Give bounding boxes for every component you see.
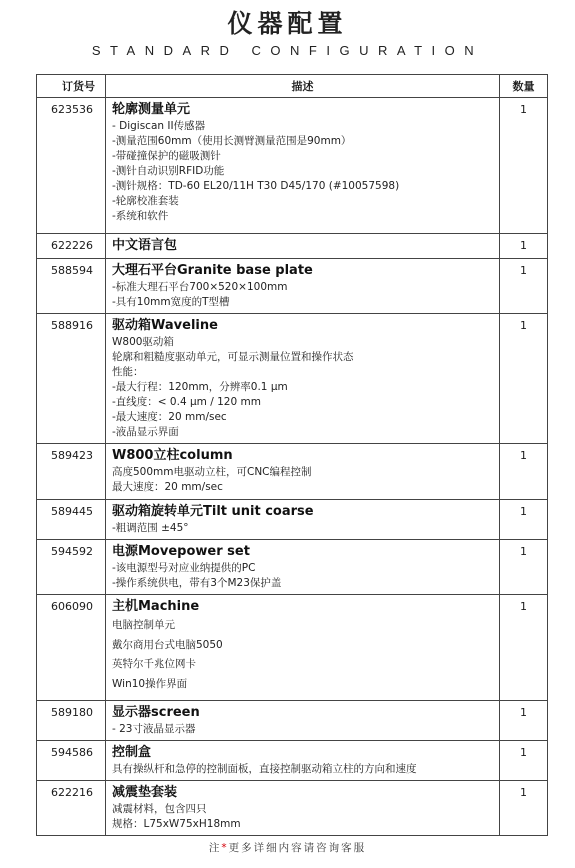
item-detail-line: -系统和软件 <box>112 210 169 222</box>
table-row <box>37 701 548 741</box>
quantity: 1 <box>500 259 548 314</box>
table-header-row <box>37 75 548 98</box>
item-detail-line: -粗调范围 ±45° <box>112 522 189 534</box>
order-number: 606090 <box>37 595 106 701</box>
item-detail-line: -操作系统供电，带有3个M23保护盖 <box>112 577 282 589</box>
table-row <box>37 259 548 314</box>
item-detail-line: -具有10mm宽度的T型槽 <box>112 296 230 308</box>
item-detail-line: -测量范围60mm（使用长测臂测量范围是90mm） <box>112 135 352 147</box>
table-row <box>37 500 548 540</box>
table-row <box>37 234 548 259</box>
item-detail-line: -标准大理石平台700×520×100mm <box>112 281 288 293</box>
item-name: 减震垫套装 <box>112 785 178 800</box>
table-row <box>37 98 548 234</box>
table-body <box>37 98 548 836</box>
table-row <box>37 314 548 444</box>
column-header-code: 订货号 <box>37 75 106 98</box>
item-description <box>106 259 500 314</box>
quantity: 1 <box>500 314 548 444</box>
order-number: 589423 <box>37 444 106 500</box>
item-name: 驱动箱旋转单元Tilt unit coarse <box>112 504 314 519</box>
order-number: 589445 <box>37 500 106 540</box>
item-detail-line: 轮廓和粗糙度驱动单元，可显示测量位置和操作状态 <box>112 351 354 363</box>
note-prefix: 注 <box>208 842 222 854</box>
table-row <box>37 540 548 595</box>
item-detail-line: 高度500mm电驱动立柱，可CNC编程控制 <box>112 466 312 478</box>
order-number: 588594 <box>37 259 106 314</box>
note-text: 更多详细内容请咨询客服 <box>228 842 367 854</box>
item-name: 主机Machine <box>112 599 200 614</box>
item-detail-line: -最大速度：20 mm/sec <box>112 411 227 423</box>
table-row <box>37 595 548 701</box>
item-detail-line: 具有操纵杆和急停的控制面板，直接控制驱动箱立柱的方向和速度 <box>112 763 417 775</box>
page-title: 仪器配置 <box>227 9 348 38</box>
column-header-description: 描述 <box>106 75 500 98</box>
item-detail-line: -测针规格：TD-60 EL20/11H T30 D45/170 (#10057598) <box>112 180 400 192</box>
order-number: 622226 <box>37 234 106 259</box>
item-detail-line: -测针自动识别RFID功能 <box>112 165 225 177</box>
item-description <box>106 595 500 701</box>
item-detail-line: - 23寸液晶显示器 <box>112 723 196 735</box>
item-detail-line: 性能： <box>112 366 144 378</box>
item-description <box>106 500 500 540</box>
item-description <box>106 314 500 444</box>
item-detail-line: 减震材料，包含四只 <box>112 803 207 815</box>
quantity: 1 <box>500 701 548 741</box>
order-number: 594586 <box>37 741 106 781</box>
item-detail-line: 戴尔商用台式电脑5050 <box>112 638 223 651</box>
order-number: 588916 <box>37 314 106 444</box>
item-detail-line: -轮廓校准套装 <box>112 195 179 207</box>
quantity: 1 <box>500 741 548 781</box>
quantity: 1 <box>500 98 548 234</box>
quantity: 1 <box>500 540 548 595</box>
item-name: 显示器screen <box>112 705 200 720</box>
table-row <box>37 781 548 836</box>
item-detail-line: -最大行程：120mm，分辨率0.1 μm <box>112 381 288 393</box>
item-detail-line: 最大速度：20 mm/sec <box>112 481 223 493</box>
item-detail-line: W800驱动箱 <box>112 336 174 348</box>
item-detail-line: -带碰撞保护的磁吸测针 <box>112 150 221 162</box>
note-star: * <box>221 842 229 854</box>
item-detail-line: 电脑控制单元 <box>112 619 175 631</box>
quantity: 1 <box>500 444 548 500</box>
item-detail-line: 规格：L75xW75xH18mm <box>112 818 241 830</box>
order-number: 594592 <box>37 540 106 595</box>
item-description <box>106 234 500 259</box>
quantity: 1 <box>500 234 548 259</box>
item-name: 控制盒 <box>112 745 152 760</box>
item-name: W800立柱column <box>112 448 233 463</box>
item-name: 驱动箱Waveline <box>112 318 218 333</box>
item-description <box>106 98 500 234</box>
table-row <box>37 444 548 500</box>
footer-note <box>0 840 575 855</box>
order-number: 622216 <box>37 781 106 836</box>
configuration-table <box>36 74 548 836</box>
column-header-quantity: 数量 <box>500 75 548 98</box>
item-description <box>106 540 500 595</box>
item-detail-line: 英特尔千兆位网卡 <box>112 658 196 670</box>
item-name: 中文语言包 <box>112 238 178 253</box>
table-row <box>37 741 548 781</box>
item-detail-line: -该电源型号对应业纳提供的PC <box>112 562 256 574</box>
item-detail-line: Win10操作界面 <box>112 677 188 690</box>
item-description <box>106 781 500 836</box>
quantity: 1 <box>500 595 548 701</box>
item-detail-line: -直线度：< 0.4 μm / 120 mm <box>112 396 261 408</box>
item-detail-line: - Digiscan II传感器 <box>112 120 206 132</box>
item-name: 大理石平台Granite base plate <box>112 263 313 278</box>
order-number: 589180 <box>37 701 106 741</box>
page-subtitle: STANDARD CONFIGURATION <box>91 43 484 58</box>
item-description <box>106 444 500 500</box>
order-number: 623536 <box>37 98 106 234</box>
quantity: 1 <box>500 500 548 540</box>
item-detail-line: -液晶显示界面 <box>112 426 179 438</box>
item-description <box>106 701 500 741</box>
item-name: 轮廓测量单元 <box>112 102 191 117</box>
item-name: 电源Movepower set <box>112 544 250 559</box>
quantity: 1 <box>500 781 548 836</box>
item-description <box>106 741 500 781</box>
